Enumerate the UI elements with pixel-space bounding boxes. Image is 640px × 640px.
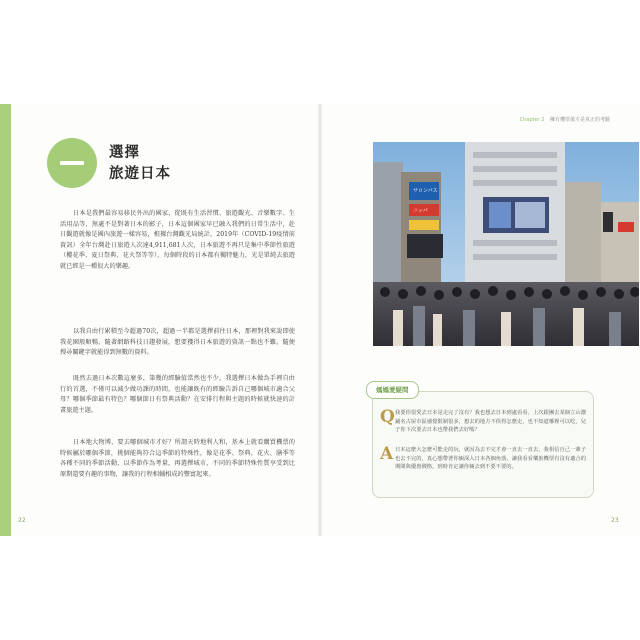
qa-answer [380, 446, 586, 472]
chapter-title [109, 142, 171, 184]
shibuya-crossing-photo [373, 142, 639, 346]
body-paragraph-1 [60, 209, 295, 273]
answer-text: 日本這麼大怎麼可能走的玩，就因為去不完才會一直去一直去，我相信自己一輩子也去不完的，真心想帶著你倆深入日本各個角落，讓我看看樂旅機票有沒有適合的期間與優惠價格，到時肯定讓你倆去到不要不要的。 [395, 447, 586, 471]
chapter-number-symbol [60, 161, 84, 165]
page-number-left: 22 [18, 517, 26, 524]
paragraph-text: 以我自由行累積至今超過70次，超過一半都是選擇前往日本，那裡對我來說即使我花園般順暢，隨著網路科技日趨發展，想要獲得日本旅遊的資訊一點也不難，隨便搜尋關鍵字就能得到無數的資料。 [60, 328, 295, 357]
qa-box [372, 391, 594, 498]
chapter-number-badge [47, 138, 97, 188]
paragraph-text: 既然去過日本次數這麼多，第幾的經驗值當然也不少，我選擇日本做為手裡自由行的首選，不僅可以減少做功課的時間，也能讓既有的經驗告訴自己哪個城市適合父母？哪個季節最有特色？哪個節日有祭典活動？在安排行程與主題的時候就快速的計畫旅遊主題。 [60, 375, 295, 414]
running-head [520, 116, 610, 123]
book-gutter [318, 104, 322, 536]
answer-letter: A [380, 444, 394, 464]
page-number-right: 23 [611, 517, 619, 524]
chapter-title-line-1: 選擇 [109, 144, 140, 161]
running-head-title: 擁有機票後才是真正的考驗 [549, 117, 610, 123]
body-paragraph-3 [60, 374, 295, 416]
qa-question [380, 409, 586, 435]
qa-tag: 媽媽愛疑問 [366, 381, 419, 399]
photo-sign-2: ニッパ [413, 208, 428, 214]
photo-sign-1: サロンパス [413, 188, 438, 194]
body-paragraph-2 [60, 327, 295, 359]
chapter-edge-strip [0, 104, 11, 536]
body-paragraph-4 [60, 438, 295, 480]
paragraph-text: 日本是我們最容易移民外出的國家，從既有生活習慣、旅遊觀光、音樂數字、生活用品等，無處不是對著日本的影子，日本這個國家早已融入我們的日常生活中，赴日觀遊就像是國內旅遊一樣容易，根據台灣觀光局統計，2019年（COVID-19疫情前資訊）全年台灣赴日旅遊人次達4,911,681人次，日本旅遊不再只是集中季節性旅遊（櫻花季、夏日祭典、花火祭等等），每個時段的日本都有獨特魅力，光是單純去旅遊就已經是一種很大的樂趣。 [60, 210, 295, 270]
paragraph-text: 日本地大物博，要去哪個城市才好？所謂天時地利人和，基本上就看購買機票的時候屬於哪個季節，挑個能夠符合這季節的特殊性，像是花季、祭典、花火、膳季等各種不同的季節活動，以季節作為考量，再選擇城市，不同的季節特殊性質享受到比原期還要有趣的事物，讓我的行程相輔相成的豐富起來。 [60, 439, 295, 478]
photo-illustration [373, 142, 639, 346]
running-head-chapter: Chapter 2 [519, 117, 545, 123]
chapter-title-line-2: 旅遊日本 [109, 165, 171, 182]
question-letter: Q [380, 407, 395, 427]
question-text: 我要你很愛去日本是走完了沒有？我也想去日本到處看看，上次跟團去某個立山濃鋪名古屋市區感覺限制很多，想去的地方不俱得怎麼走，也不知道哪裡可以吃，兒子你下次要去日本也帶我們去好嗎？ [395, 410, 586, 434]
